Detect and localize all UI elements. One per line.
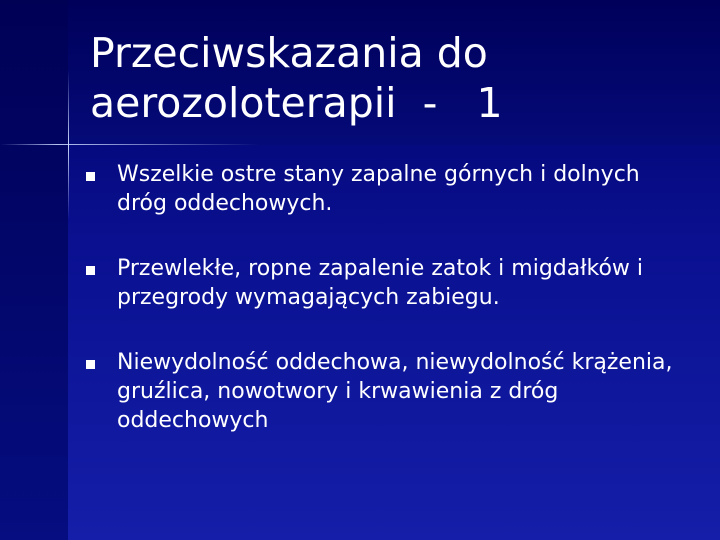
bullet-text: Niewydolność oddechowa, niewydolność krążenia, gruźlica, nowotwory i krwawienia z dróg oddechowych [117,350,673,433]
left-background-band [0,0,68,540]
bullet-item [86,160,696,218]
bullet-text: Wszelkie ostre stany zapalne górnych i dolnych dróg oddechowych. [117,162,640,216]
bullet-list [86,160,696,435]
bullet-text: Przewlekłe, ropne zapalenie zatok i migdałków i przegrody wymagających zabiegu. [117,256,644,310]
vertical-accent-line [68,70,69,220]
horizontal-accent-line [0,144,260,145]
bullet-item [86,348,696,435]
square-bullet-icon [86,266,95,275]
square-bullet-icon [86,360,95,369]
bullet-item [86,254,696,312]
slide-title-line-2: aerozoloterapii - 1 [90,79,503,127]
slide-title [90,28,690,128]
square-bullet-icon [86,172,95,181]
slide-title-line-1: Przeciwskazania do [90,29,488,77]
